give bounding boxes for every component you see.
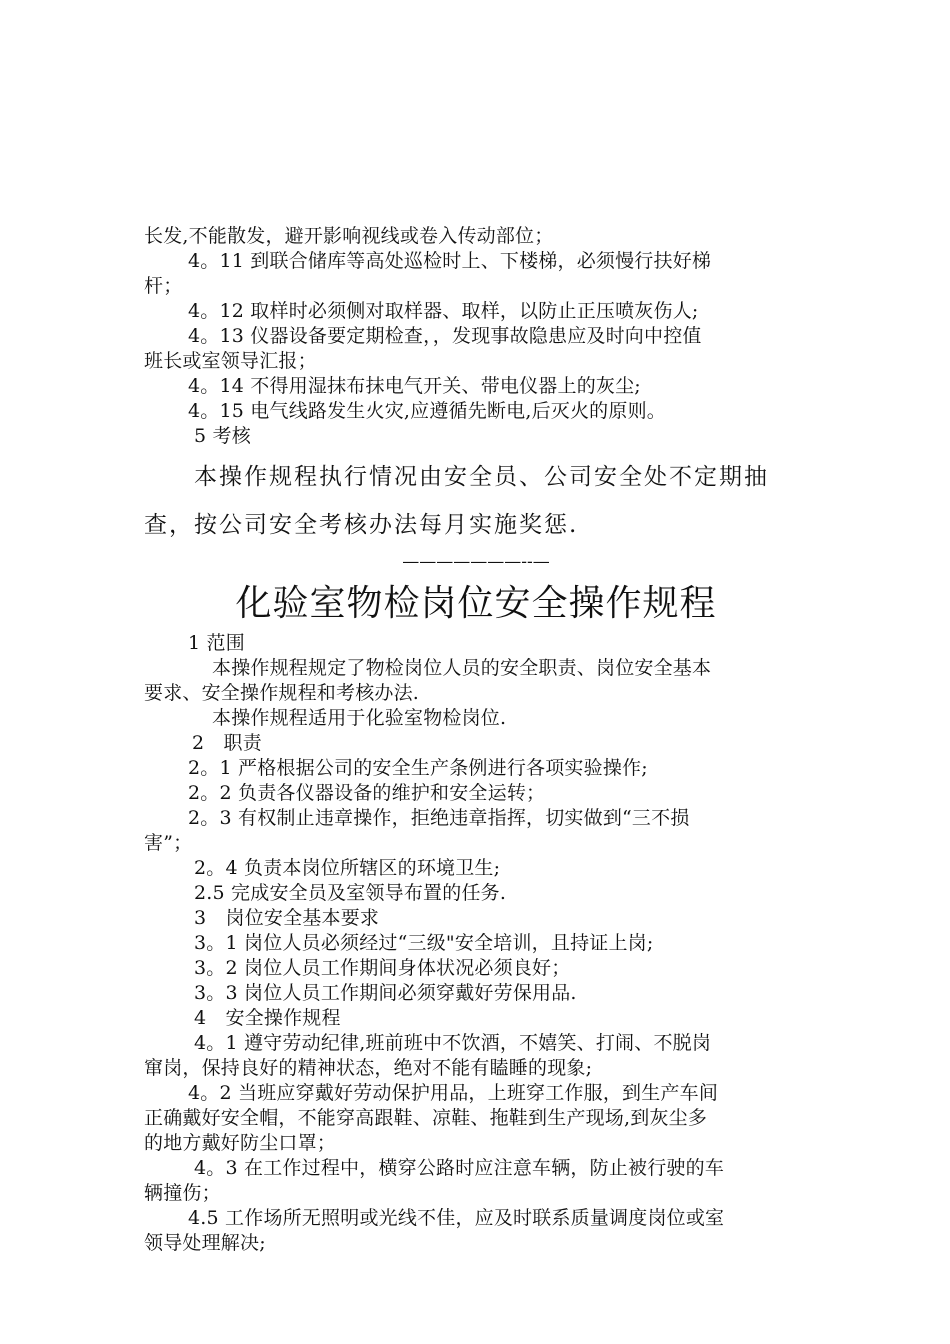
section-heading: 5 考核 — [194, 425, 251, 447]
paragraph-line: 害”； — [144, 832, 193, 854]
assessment-line: 查，按公司安全考核办法每月实施奖惩. — [144, 512, 579, 538]
paragraph-line: 杆； — [144, 275, 183, 297]
paragraph-line: 4。11 到联合储库等高处巡检时上、下楼梯，必须慢行扶好梯 — [188, 250, 712, 272]
section-heading: 2 职责 — [192, 732, 262, 754]
paragraph-line: 4.5 工作场所无照明或光线不佳，应及时联系质量调度岗位或室 — [188, 1207, 725, 1229]
section-heading: 1 范围 — [188, 632, 245, 654]
paragraph-line: 4。3 在工作过程中，横穿公路时应注意车辆，防止被行驶的车 — [194, 1157, 725, 1179]
paragraph-line: 3。1 岗位人员必须经过“三级"安全培训，且持证上岗; — [194, 932, 654, 954]
paragraph-line: 2.5 完成安全员及室领导布置的任务. — [194, 882, 507, 904]
paragraph-line: 2。2 负责各仪器设备的维护和安全运转； — [188, 782, 546, 804]
paragraph-line: 3。3 岗位人员工作期间必须穿戴好劳保用品. — [194, 982, 577, 1004]
paragraph-line: 2。3 有权制止违章操作，拒绝违章指挥，切实做到“三不损 — [188, 807, 690, 829]
paragraph-line: 本操作规程规定了物检岗位人员的安全职责、岗位安全基本 — [212, 657, 712, 679]
separator-line: ———————--— — [402, 552, 550, 572]
paragraph-line: 的地方戴好防尘口罩； — [144, 1132, 337, 1154]
section-heading: 3 岗位安全基本要求 — [194, 907, 380, 929]
paragraph-line: 领导处理解决; — [144, 1232, 266, 1254]
paragraph-line: 要求、安全操作规程和考核办法. — [144, 682, 420, 704]
page-title: 化验室物检岗位安全操作规程 — [235, 583, 717, 624]
paragraph-line: 4。12 取样时必须侧对取样器、取样，以防止正压喷灰伤人; — [188, 300, 699, 322]
paragraph-line: 正确戴好安全帽，不能穿高跟鞋、凉鞋、拖鞋到生产现场,到灰尘多 — [144, 1107, 708, 1129]
paragraph-line: 4。15 电气线路发生火灾,应遵循先断电,后灭火的原则。 — [188, 400, 666, 422]
paragraph-line: 窜岗，保持良好的精神状态，绝对不能有瞌睡的现象; — [144, 1057, 593, 1079]
paragraph-line: 4。2 当班应穿戴好劳动保护用品，上班穿工作服，到生产车间 — [188, 1082, 719, 1104]
paragraph-line: 2。4 负责本岗位所辖区的环境卫生; — [194, 857, 501, 879]
paragraph-line: 辆撞伤； — [144, 1182, 221, 1204]
section-heading: 4 安全操作规程 — [194, 1007, 341, 1029]
paragraph-line: 4。14 不得用湿抹布抹电气开关、带电仪器上的灰尘; — [188, 375, 641, 397]
paragraph-line: 4。1 遵守劳动纪律,班前班中不饮酒，不嬉笑、打闹、不脱岗 — [194, 1032, 712, 1054]
paragraph-line: 4。13 仪器设备要定期检查，，发现事故隐患应及时向中控值 — [188, 325, 702, 347]
paragraph-line: 本操作规程适用于化验室物检岗位. — [212, 707, 507, 729]
assessment-line: 本操作规程执行情况由安全员、公司安全处不定期抽 — [194, 464, 769, 490]
paragraph-line: 长发,不能散发，避开影响视线或卷入传动部位； — [144, 225, 554, 247]
paragraph-line: 2。1 严格根据公司的安全生产条例进行各项实验操作; — [188, 757, 648, 779]
document-page — [144, 224, 808, 1256]
paragraph-line: 3。2 岗位人员工作期间身体状况必须良好； — [194, 957, 571, 979]
paragraph-line: 班长或室领导汇报； — [144, 350, 317, 372]
